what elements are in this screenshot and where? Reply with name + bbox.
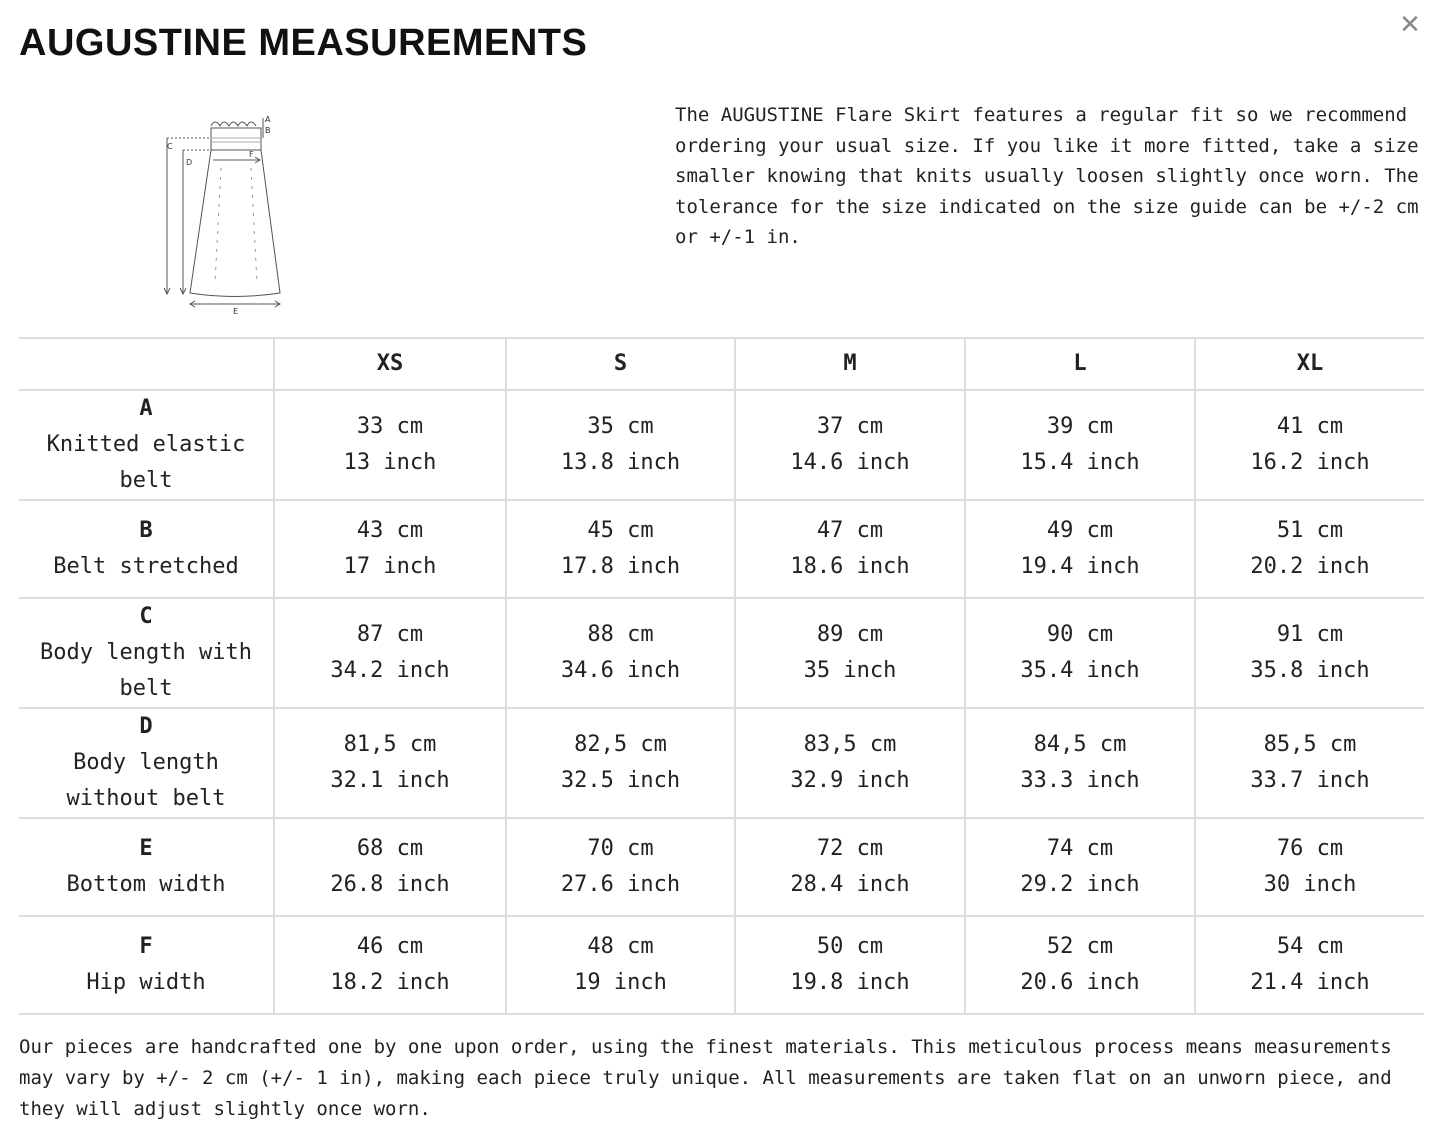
- belt-outline: [211, 128, 261, 150]
- value-inch: 32.5 inch: [560, 768, 681, 793]
- value-inch: 18.2 inch: [330, 970, 450, 995]
- value-inch: 13 inch: [343, 450, 437, 475]
- measurement-name: Hip width: [86, 970, 206, 995]
- value-cm: 91 cm: [1276, 622, 1344, 647]
- value-cell: [1195, 916, 1424, 1014]
- measurement-name: Body length with belt: [40, 640, 252, 701]
- diagram-label-f: F: [249, 150, 254, 159]
- value-cell: [1195, 598, 1424, 708]
- diagram-label-c: C: [167, 142, 173, 151]
- value-inch: 33.7 inch: [1250, 768, 1370, 793]
- value-cm: 70 cm: [587, 836, 654, 861]
- value-cell: [274, 390, 506, 500]
- value-cell: [274, 708, 506, 818]
- value-inch: 26.8 inch: [330, 872, 450, 897]
- value-cm: 50 cm: [816, 934, 884, 959]
- value-cm: 84,5 cm: [1033, 732, 1127, 757]
- ruffle-outline: [211, 122, 256, 126]
- value-inch: 15.4 inch: [1020, 450, 1140, 475]
- value-inch: 20.2 inch: [1250, 554, 1370, 579]
- measurement-name: Bottom width: [66, 872, 226, 897]
- measurement-name: Knitted elastic belt: [46, 432, 246, 493]
- value-cm: 82,5 cm: [574, 732, 667, 757]
- value-cell: [735, 916, 965, 1014]
- value-cm: 81,5 cm: [343, 732, 437, 757]
- fit-description: The AUGUSTINE Flare Skirt features a regular fit so we recommend ordering your usual size. If you like it more fitted, take a size smaller knowing that knits usually loosen slightly once worn. The tolerance for the size indicated on the size guide can be +/-2 cm or +/-1 in.: [675, 104, 1419, 249]
- value-cm: 87 cm: [356, 622, 424, 647]
- value-inch: 19 inch: [574, 970, 667, 995]
- value-inch: 35 inch: [803, 658, 897, 683]
- value-cm: 45 cm: [587, 518, 654, 543]
- value-inch: 13.8 inch: [560, 450, 681, 475]
- value-cell: [1195, 500, 1424, 598]
- handcrafted-note: Our pieces are handcrafted one by one upon order, using the finest materials. This meticulous process means measurements may vary by +/- 2 cm (+/- 1 in), making each piece truly unique. All measurements are taken flat on an unworn piece, and they will adjust slightly once worn.: [19, 1036, 1392, 1120]
- value-cell: [965, 818, 1195, 916]
- value-inch: 34.6 inch: [560, 658, 681, 683]
- value-cell: [965, 390, 1195, 500]
- value-cm: 74 cm: [1046, 836, 1114, 861]
- value-inch: 30 inch: [1263, 872, 1357, 897]
- size-header-l: L: [965, 338, 1195, 390]
- skirt-body-outline: [190, 150, 280, 297]
- measurement-name: Belt stretched: [53, 554, 239, 579]
- value-cm: 85,5 cm: [1263, 732, 1357, 757]
- header-empty-cell: [19, 338, 274, 390]
- value-cell: [506, 390, 735, 500]
- value-cell: [965, 500, 1195, 598]
- table-row: [19, 598, 1424, 708]
- value-cell: [506, 916, 735, 1014]
- value-cm: 90 cm: [1046, 622, 1114, 647]
- value-inch: 19.8 inch: [790, 970, 910, 995]
- value-cm: 89 cm: [816, 622, 884, 647]
- value-inch: 35.8 inch: [1250, 658, 1370, 683]
- value-cell: [735, 500, 965, 598]
- value-cm: 41 cm: [1276, 414, 1344, 439]
- table-row: [19, 500, 1424, 598]
- value-cm: 47 cm: [816, 518, 884, 543]
- measurement-label: [19, 390, 274, 500]
- value-inch: 28.4 inch: [790, 872, 910, 897]
- diagram-label-a: A: [265, 115, 271, 124]
- measurement-label: [19, 916, 274, 1014]
- value-cell: [735, 708, 965, 818]
- page-title: AUGUSTINE MEASUREMENTS: [19, 22, 588, 64]
- value-cm: 54 cm: [1276, 934, 1344, 959]
- value-inch: 18.6 inch: [790, 554, 910, 579]
- table-row: [19, 818, 1424, 916]
- value-cell: [274, 598, 506, 708]
- measurement-label: [19, 598, 274, 708]
- measurement-letter: F: [139, 934, 153, 959]
- skirt-diagram: [155, 108, 295, 320]
- value-cell: [965, 708, 1195, 818]
- diagram-label-d: D: [186, 158, 193, 167]
- value-cm: 48 cm: [587, 934, 654, 959]
- value-cell: [735, 818, 965, 916]
- size-header-m: M: [735, 338, 965, 390]
- value-cell: [274, 818, 506, 916]
- value-cm: 39 cm: [1046, 414, 1114, 439]
- size-header-xs: XS: [274, 338, 506, 390]
- value-inch: 14.6 inch: [790, 450, 910, 475]
- value-inch: 29.2 inch: [1020, 872, 1140, 897]
- size-header-xl: XL: [1195, 338, 1424, 390]
- value-cm: 52 cm: [1046, 934, 1114, 959]
- size-header-row: [19, 338, 1424, 390]
- value-cell: [965, 598, 1195, 708]
- value-cm: 51 cm: [1276, 518, 1344, 543]
- value-cell: [506, 818, 735, 916]
- value-cm: 46 cm: [356, 934, 424, 959]
- value-cell: [274, 500, 506, 598]
- value-cell: [1195, 818, 1424, 916]
- value-cm: 76 cm: [1276, 836, 1344, 861]
- value-inch: 17 inch: [343, 554, 437, 579]
- size-header-s: S: [506, 338, 735, 390]
- value-inch: 21.4 inch: [1250, 970, 1370, 995]
- measurement-label: [19, 500, 274, 598]
- value-inch: 32.1 inch: [330, 768, 450, 793]
- value-inch: 33.3 inch: [1020, 768, 1140, 793]
- value-inch: 20.6 inch: [1020, 970, 1140, 995]
- value-cell: [1195, 390, 1424, 500]
- diagram-label-e: E: [233, 307, 239, 316]
- value-inch: 32.9 inch: [790, 768, 910, 793]
- measurement-letter: C: [139, 604, 153, 629]
- value-inch: 16.2 inch: [1250, 450, 1370, 475]
- value-cm: 43 cm: [356, 518, 424, 543]
- value-cm: 33 cm: [356, 414, 424, 439]
- value-cell: [274, 916, 506, 1014]
- value-inch: 34.2 inch: [330, 658, 450, 683]
- value-cm: 35 cm: [587, 414, 654, 439]
- value-cell: [1195, 708, 1424, 818]
- measurement-letter: A: [139, 396, 153, 421]
- value-cm: 72 cm: [816, 836, 884, 861]
- measurement-letter: E: [139, 836, 153, 861]
- measurement-letter: D: [139, 714, 153, 739]
- value-cell: [506, 500, 735, 598]
- table-row: [19, 708, 1424, 818]
- value-cell: [506, 708, 735, 818]
- value-cell: [735, 390, 965, 500]
- measurement-name: Body length without belt: [66, 750, 226, 811]
- value-cm: 83,5 cm: [803, 732, 897, 757]
- value-inch: 35.4 inch: [1020, 658, 1140, 683]
- value-inch: 27.6 inch: [560, 872, 681, 897]
- measurement-letter: B: [139, 518, 153, 543]
- value-cell: [735, 598, 965, 708]
- value-cm: 88 cm: [587, 622, 654, 647]
- diagram-label-b: B: [265, 126, 271, 135]
- measurement-label: [19, 818, 274, 916]
- value-inch: 19.4 inch: [1020, 554, 1140, 579]
- size-table: [19, 337, 1424, 1015]
- value-cm: 37 cm: [816, 414, 884, 439]
- value-cm: 68 cm: [356, 836, 424, 861]
- value-cell: [506, 598, 735, 708]
- value-cell: [965, 916, 1195, 1014]
- close-icon[interactable]: ✕: [1399, 10, 1421, 40]
- table-row: [19, 916, 1424, 1014]
- measurement-label: [19, 708, 274, 818]
- value-inch: 17.8 inch: [560, 554, 681, 579]
- table-row: [19, 390, 1424, 500]
- value-cm: 49 cm: [1046, 518, 1114, 543]
